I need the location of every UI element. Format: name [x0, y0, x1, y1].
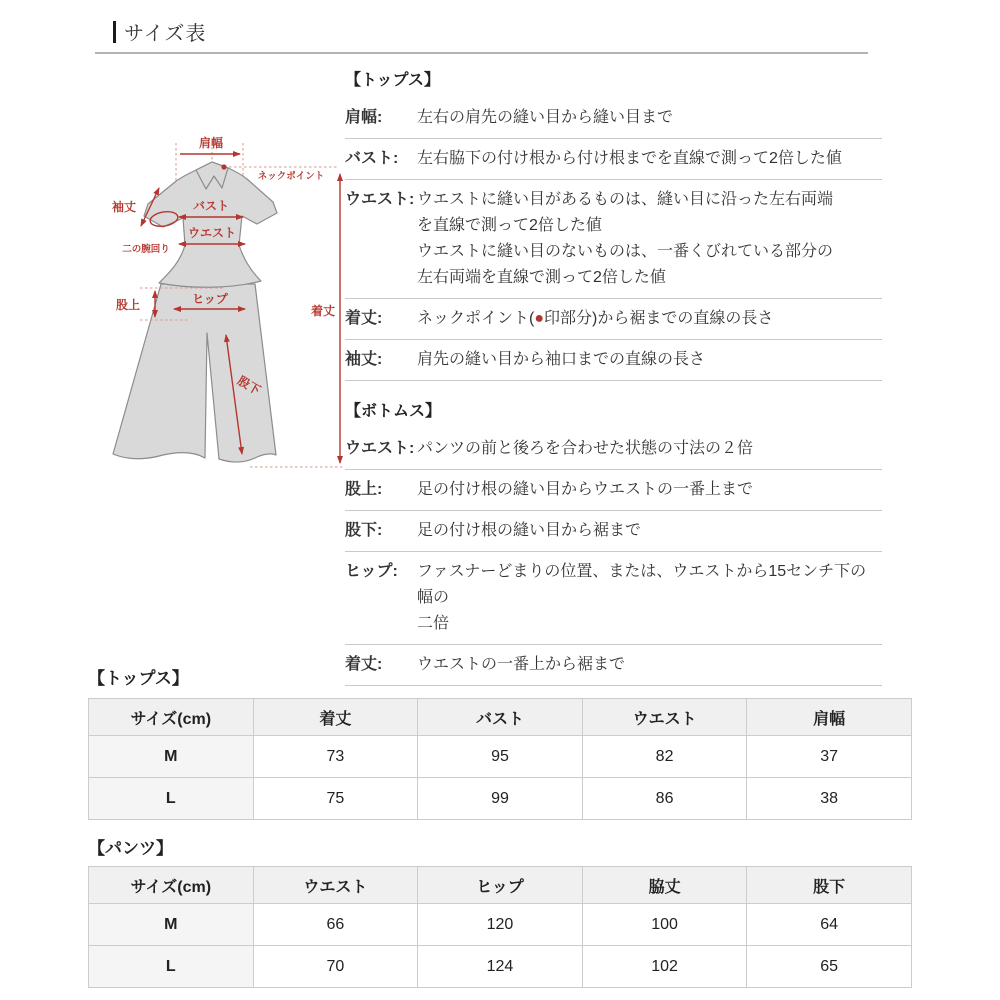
value-cell: 38 — [747, 778, 912, 820]
value-cell: 75 — [253, 778, 418, 820]
def-desc: ウエストに縫い目があるものは、縫い目に沿った左右両端 を直線で測って2倍した値 ウエストに縫い目のないものは、一番くびれている部分の 左右両端を直線で測って2倍した値 — [417, 191, 834, 286]
tops-size-table — [88, 698, 912, 820]
length-label: 着丈 — [310, 304, 335, 318]
column-header: ヒップ — [418, 867, 583, 904]
column-header: サイズ(cm) — [89, 699, 254, 736]
def-desc: 肩先の縫い目から袖口までの直線の長さ — [417, 351, 706, 368]
shoulder-width-label: 肩幅 — [198, 136, 224, 150]
value-cell: 86 — [582, 778, 747, 820]
column-header: 股下 — [747, 867, 912, 904]
size-cell: L — [89, 946, 254, 988]
hip-label: ヒップ — [192, 292, 228, 306]
value-cell: 37 — [747, 736, 912, 778]
column-header: サイズ(cm) — [89, 867, 254, 904]
def-desc: 足の付け根の縫い目からウエストの一番上まで — [417, 481, 754, 498]
value-cell: 102 — [582, 946, 747, 988]
table-row — [89, 778, 912, 820]
value-cell: 120 — [418, 904, 583, 946]
red-dot-mark: ● — [534, 310, 545, 327]
value-cell: 100 — [582, 904, 747, 946]
def-label: 股上: — [345, 481, 383, 498]
column-header: ウエスト — [253, 867, 418, 904]
table-row — [89, 904, 912, 946]
title-accent-bar — [113, 21, 116, 43]
table-row — [89, 946, 912, 988]
column-header: 着丈 — [253, 699, 418, 736]
value-cell: 124 — [418, 946, 583, 988]
def-label: バスト: — [345, 150, 399, 167]
value-cell: 65 — [747, 946, 912, 988]
neck-point-label: ネックポイント — [257, 171, 325, 182]
column-header: 肩幅 — [747, 699, 912, 736]
value-cell: 64 — [747, 904, 912, 946]
value-cell: 99 — [418, 778, 583, 820]
table-header-row — [89, 699, 912, 736]
value-cell: 70 — [253, 946, 418, 988]
def-row-length-bottom — [345, 645, 882, 686]
def-label: ヒップ: — [345, 563, 398, 580]
table-header-row — [89, 867, 912, 904]
value-cell: 95 — [418, 736, 583, 778]
def-desc: 左右の肩先の縫い目から縫い目まで — [417, 109, 674, 126]
def-row-inseam — [345, 511, 882, 552]
def-desc: 左右脇下の付け根から付け根までを直線で測って2倍した値 — [417, 150, 842, 167]
def-label: 肩幅: — [345, 109, 383, 126]
page-title-text: サイズ表 — [124, 23, 207, 45]
inseam-label: 股下 — [235, 373, 263, 398]
def-row-bust — [345, 139, 882, 180]
measurement-diagram — [95, 105, 345, 480]
column-header: 脇丈 — [582, 867, 747, 904]
def-row-waist-top — [345, 180, 882, 299]
column-header: ウエスト — [582, 699, 747, 736]
pants-table-title: 【パンツ】 — [88, 839, 173, 858]
bust-label: バスト — [192, 199, 230, 213]
tops-table-title: 【トップス】 — [88, 669, 189, 688]
def-label: ウエスト: — [345, 440, 415, 457]
upper-arm-label: 二の腕回り — [122, 244, 170, 255]
def-row-waist-bottom — [345, 429, 882, 470]
def-row-sleeve-length — [345, 340, 882, 381]
neck-point-dot — [221, 164, 226, 169]
def-label: 袖丈: — [345, 351, 383, 368]
sleeve-length-label: 袖丈 — [111, 200, 137, 214]
def-desc: ファスナーどまりの位置、または、ウエストから15センチ下の幅の 二倍 — [417, 563, 867, 632]
def-desc: 足の付け根の縫い目から裾まで — [417, 522, 642, 539]
size-cell: M — [89, 736, 254, 778]
table-row — [89, 736, 912, 778]
def-desc: ウエストの一番上から裾まで — [417, 656, 626, 673]
value-cell: 66 — [253, 904, 418, 946]
def-row-rise — [345, 470, 882, 511]
def-label: 着丈: — [345, 310, 383, 327]
column-header: バスト — [418, 699, 583, 736]
def-label: ウエスト: — [345, 191, 415, 208]
def-desc: パンツの前と後ろを合わせた状態の寸法の２倍 — [417, 440, 754, 457]
value-cell: 82 — [582, 736, 747, 778]
def-desc: ネックポイント(●印部分)から裾までの直線の長さ — [417, 310, 774, 327]
def-row-shoulder-width — [345, 98, 882, 139]
page-title — [113, 17, 206, 46]
size-cell: M — [89, 904, 254, 946]
tops-heading: 【トップス】 — [345, 72, 440, 89]
def-row-hip — [345, 552, 882, 645]
rise-label: 股上 — [115, 298, 141, 312]
bottoms-heading: 【ボトムス】 — [345, 403, 442, 420]
def-label: 股下: — [345, 522, 383, 539]
measurement-definitions — [345, 64, 882, 686]
title-underline — [95, 52, 868, 54]
waist-label: ウエスト — [187, 226, 237, 240]
def-row-length-top — [345, 299, 882, 340]
def-label: 着丈: — [345, 656, 383, 673]
value-cell: 73 — [253, 736, 418, 778]
pants-size-table — [88, 866, 912, 988]
size-cell: L — [89, 778, 254, 820]
